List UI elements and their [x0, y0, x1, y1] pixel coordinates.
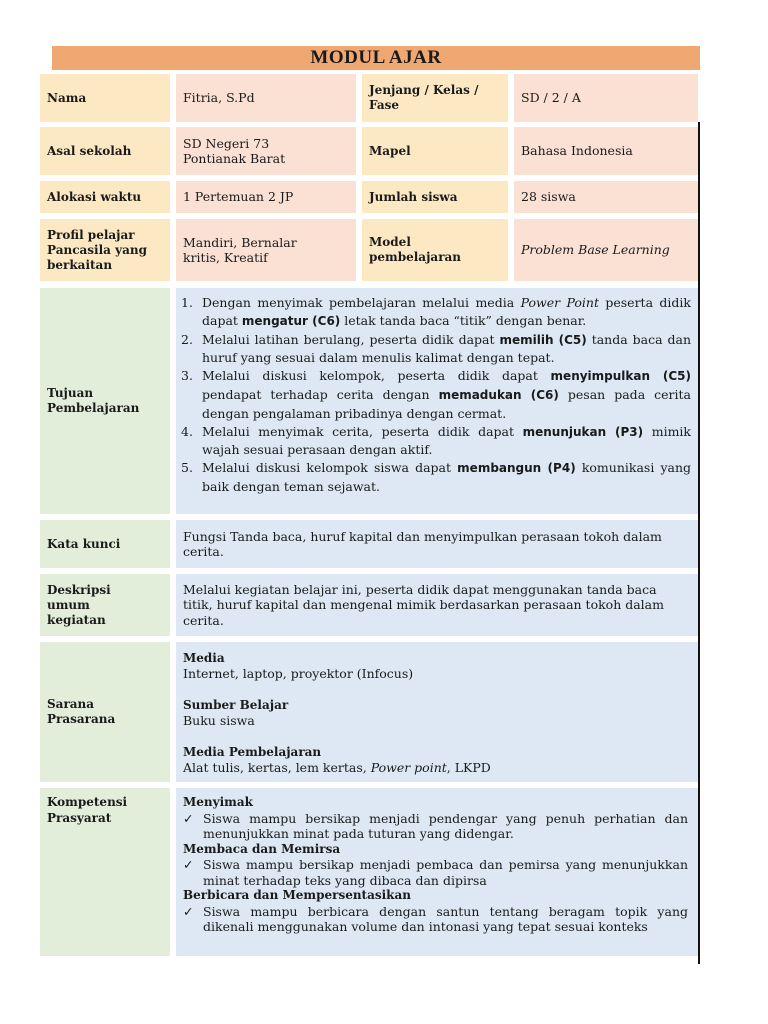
asal-sekolah-value: SD Negeri 73 Pontianak Barat	[176, 127, 356, 175]
menyimak-item: ✓ Siswa mampu bersikap menjadi pendengar yang penuh perhatian dan menunjukkan minat pada tuturan yang didengar.	[183, 810, 688, 841]
media-heading: Media	[183, 651, 225, 665]
table-right-border	[698, 122, 700, 964]
tujuan-item: 1. Dengan menyimak pembelajaran melalui media Power Point peserta didik dapat mengatur (C6) letak tanda baca “titik” dengan benar.	[181, 295, 691, 328]
asal-sekolah-label: Asal sekolah	[40, 127, 170, 175]
kompetensi-prasyarat-content	[176, 788, 698, 956]
jumlah-siswa-label: Jumlah siswa	[362, 181, 508, 213]
media-pembelajaran-value: Alat tulis, kertas, lem kertas, Power point, LKPD	[183, 760, 491, 775]
nama-label: Nama	[40, 74, 170, 122]
sarana-prasarana-label: Sarana Prasarana	[40, 642, 170, 782]
media-pembelajaran-heading: Media Pembelajaran	[183, 745, 322, 759]
tujuan-pembelajaran-label: Tujuan Pembelajaran	[40, 288, 170, 514]
deskripsi-value: Melalui kegiatan belajar ini, peserta didik dapat menggunakan tanda baca titik, huruf kapital dan mengenal mimik berdasarkan perasaan tokoh dalam cerita.	[176, 574, 698, 636]
model-pembelajaran-value: Problem Base Learning	[514, 219, 698, 281]
mapel-value: Bahasa Indonesia	[514, 127, 698, 175]
jumlah-siswa-value: 28 siswa	[514, 181, 698, 213]
jenjang-value: SD / 2 / A	[514, 74, 698, 122]
tujuan-item: 3. Melalui diskusi kelompok, peserta didik dapat menyimpulkan (C5) pendapat terhadap cerita dengan memadukan (C6) pesan pada cerita dengan pengalaman pribadinya dengan cermat.	[181, 368, 692, 421]
sarana-prasarana-content	[176, 642, 698, 782]
kata-kunci-label: Kata kunci	[40, 520, 170, 568]
tujuan-item: 5. Melalui diskusi kelompok siswa dapat membangun (P4) komunikasi yang baik dengan teman sejawat.	[181, 460, 692, 494]
check-icon: ✓	[183, 810, 194, 826]
profil-pelajar-value: Mandiri, Bernalar kritis, Kreatif	[176, 219, 356, 281]
nama-value: Fitria, S.Pd	[176, 74, 356, 122]
tujuan-item: 4. Melalui menyimak cerita, peserta didik dapat menunjukan (P3) mimik wajah sesuai perasaan dengan aktif.	[181, 423, 692, 458]
kata-kunci-value: Fungsi Tanda baca, huruf kapital dan menyimpulkan perasaan tokoh dalam cerita.	[176, 520, 698, 568]
tujuan-item: 2. Melalui latihan berulang, peserta didik dapat memilih (C5) tanda baca dan huruf yang sesuai dalam menulis kalimat dengan tepat.	[181, 331, 691, 366]
berbicara-heading: Berbicara dan Mempersentasikan	[183, 888, 411, 902]
jenjang-label: Jenjang / Kelas / Fase	[362, 74, 508, 122]
kompetensi-prasyarat-label: Kompetensi Prasyarat	[40, 788, 170, 956]
sumber-belajar-value: Buku siswa	[183, 713, 255, 728]
alokasi-waktu-label: Alokasi waktu	[40, 181, 170, 213]
sumber-belajar-heading: Sumber Belajar	[183, 698, 289, 712]
membaca-memirsa-item: ✓ Siswa mampu bersikap menjadi pembaca dan pemirsa yang menunjukkan minat terhadap teks yang dibaca dan dipirsa	[183, 857, 688, 888]
menyimak-heading: Menyimak	[183, 795, 253, 809]
alokasi-waktu-value: 1 Pertemuan 2 JP	[176, 181, 356, 213]
media-value: Internet, laptop, proyektor (Infocus)	[183, 666, 414, 681]
check-icon: ✓	[183, 903, 194, 919]
model-pembelajaran-label: Model pembelajaran	[362, 219, 508, 281]
berbicara-item: ✓ Siswa mampu berbicara dengan santun tentang beragam topik yang dikenali menggunakan volume dan intonasi yang tepat sesuai konteks	[183, 903, 688, 934]
profil-pelajar-label: Profil pelajar Pancasila yang berkaitan	[40, 219, 170, 281]
check-icon: ✓	[183, 857, 194, 872]
mapel-label: Mapel	[362, 127, 508, 175]
page-title: MODUL AJAR	[52, 46, 700, 70]
deskripsi-label: Deskripsi umum kegiatan	[40, 574, 170, 636]
membaca-memirsa-heading: Membaca dan Memirsa	[183, 841, 341, 856]
tujuan-pembelajaran-list	[176, 288, 698, 514]
